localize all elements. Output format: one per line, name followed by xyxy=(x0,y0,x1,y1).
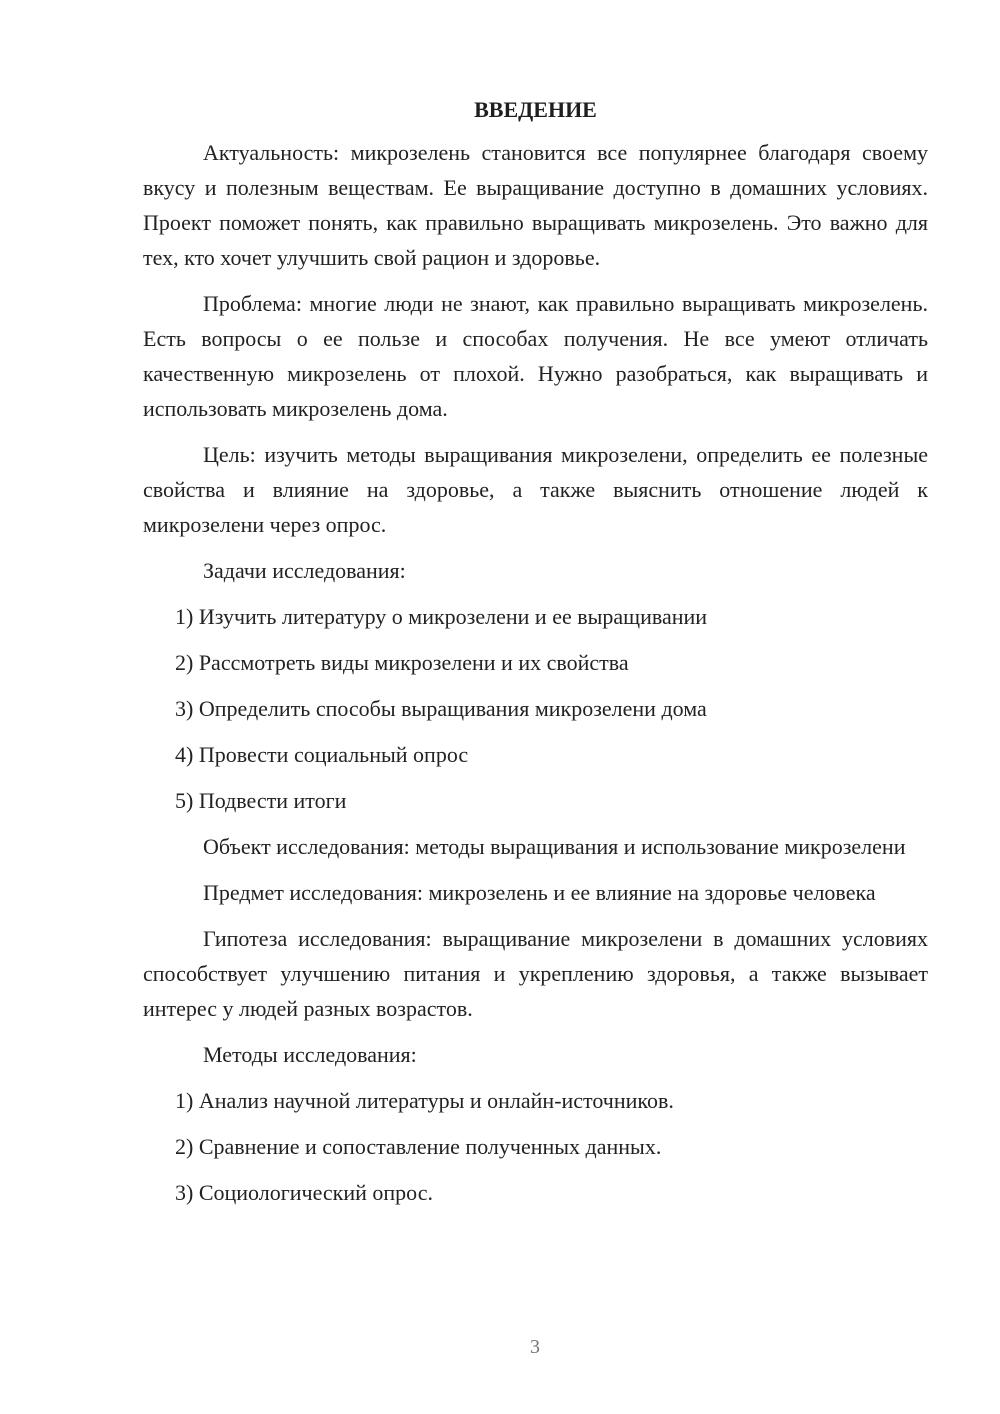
subject-paragraph: Предмет исследования: микрозелень и ее влияние на здоровье человека xyxy=(203,880,876,905)
goal-paragraph: Цель: изучить методы выращивания микрозелени, определить ее полезные свойства и влияние на здоровье, а также выяснить отношение людей к микрозелени через опрос. xyxy=(143,442,928,537)
task-item: 1) Изучить литературу о микрозелени и ее выращивании xyxy=(175,604,708,629)
page-number: 3 xyxy=(530,1336,540,1358)
document-page xyxy=(143,92,928,1221)
problem-paragraph: Проблема: многие люди не знают, как правильно выращивать микрозелень. Есть вопросы о ее пользе и способах получения. Не все умеют отличать качественную микрозелень от плохой. Нужно разобраться, как выращивать и использовать микрозелень дома. xyxy=(143,291,928,421)
page-title: ВВЕДЕНИЕ xyxy=(474,97,597,122)
method-item: 3) Социологический опрос. xyxy=(175,1180,433,1205)
hypothesis-paragraph: Гипотеза исследования: выращивание микрозелени в домашних условиях способствует улучшению питания и укреплению здоровья, а также вызывает интерес у людей разных возрастов. xyxy=(143,926,928,1021)
method-item: 2) Сравнение и сопоставление полученных данных. xyxy=(175,1134,662,1159)
task-item: 4) Провести социальный опрос xyxy=(175,742,469,767)
methods-label: Методы исследования: xyxy=(203,1042,417,1067)
method-item: 1) Анализ научной литературы и онлайн-источников. xyxy=(175,1088,674,1113)
task-item: 3) Определить способы выращивания микрозелени дома xyxy=(175,696,707,721)
object-paragraph: Объект исследования: методы выращивания и использование микрозелени xyxy=(203,834,906,859)
task-item: 2) Рассмотреть виды микрозелени и их свойства xyxy=(175,650,629,675)
relevance-paragraph: Актуальность: микрозелень становится все популярнее благодаря своему вкусу и полезным веществам. Ее выращивание доступно в домашних условиях. Проект поможет понять, как правильно выращивать микрозелень. Это важно для тех, кто хочет улучшить свой рацион и здоровье. xyxy=(143,140,928,270)
tasks-label: Задачи исследования: xyxy=(203,558,406,583)
task-item: 5) Подвести итоги xyxy=(175,788,347,813)
